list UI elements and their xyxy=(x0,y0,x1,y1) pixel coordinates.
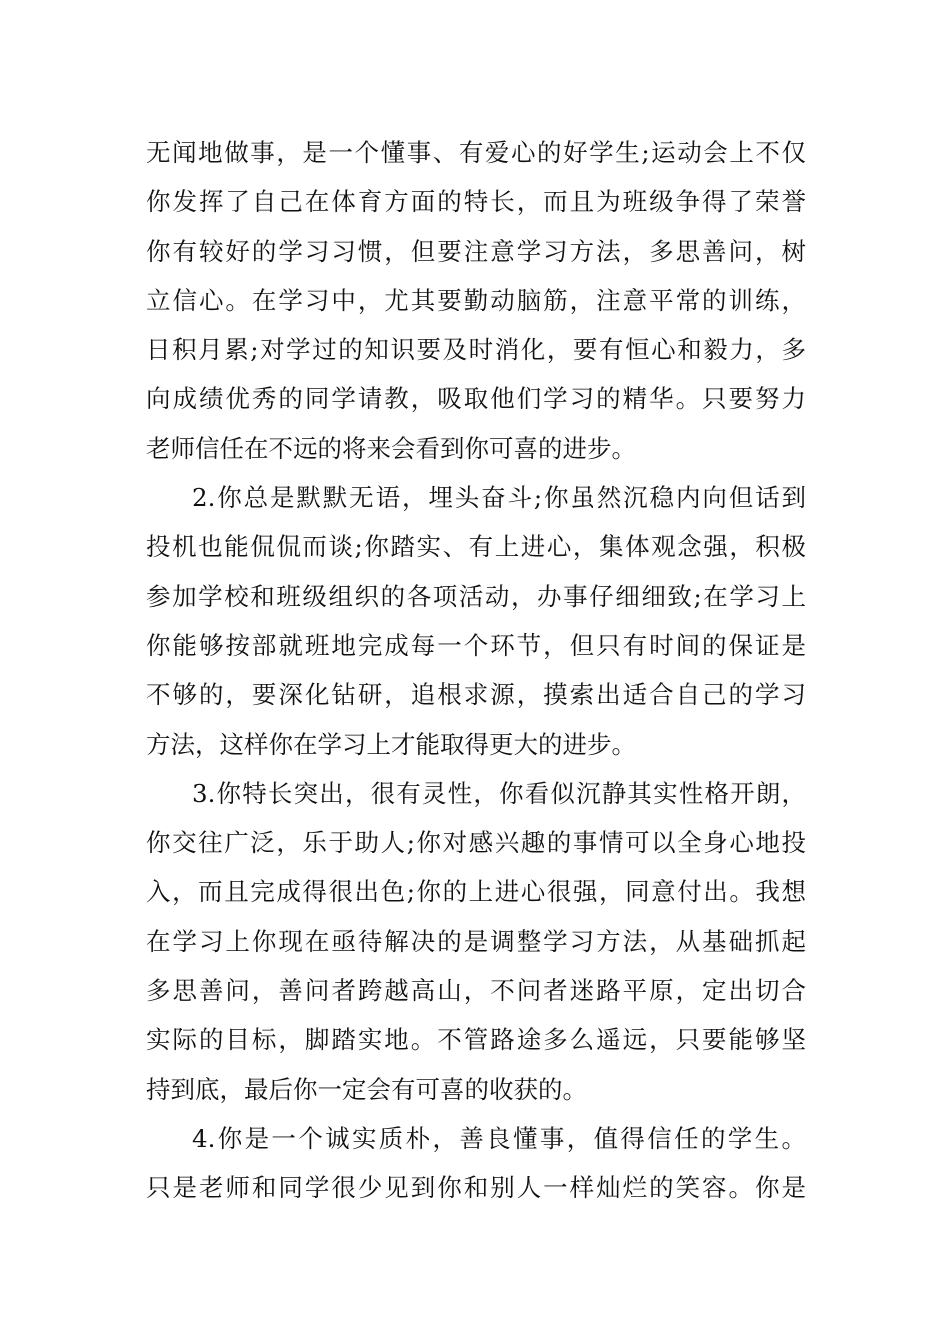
text-line: 投机也能侃侃而谈;你踏实、有上进心，集体观念强，积极 xyxy=(146,532,806,562)
text-line: 入，而且完成得很出色;你的上进心很强，同意付出。我想 xyxy=(146,877,806,907)
text-line: 实际的目标，脚踏实地。不管路途多么遥远，只要能够坚 xyxy=(146,1025,806,1055)
text-line: 不够的，要深化钻研，追根求源，摸索出适合自己的学习 xyxy=(146,680,806,710)
document-body xyxy=(146,128,806,1213)
text-line: 在学习上你现在亟待解决的是调整学习方法，从基础抓起 xyxy=(146,926,806,956)
text-line: 你交往广泛，乐于助人;你对感兴趣的事情可以全身心地投 xyxy=(146,828,806,858)
text-line: 只是老师和同学很少见到你和别人一样灿烂的笑容。你是 xyxy=(146,1173,806,1203)
text-line: 日积月累;对学过的知识要及时消化，要有恒心和毅力，多 xyxy=(146,335,806,365)
text-line: 方法，这样你在学习上才能取得更大的进步。 xyxy=(146,729,636,759)
text-line: 2.你总是默默无语，埋头奋斗;你虽然沉稳内向但话到 xyxy=(192,483,806,513)
text-line: 3.你特长突出，很有灵性，你看似沉静其实性格开朗， xyxy=(192,778,806,808)
text-line: 你发挥了自己在体育方面的特长，而且为班级争得了荣誉 xyxy=(146,187,806,217)
text-line: 向成绩优秀的同学请教，吸取他们学习的精华。只要努力 xyxy=(146,384,806,414)
text-line: 多思善问，善问者跨越高山，不问者迷路平原，定出切合 xyxy=(146,976,806,1006)
text-line: 4.你是一个诚实质朴，善良懂事，值得信任的学生。 xyxy=(192,1123,806,1153)
text-line: 参加学校和班级组织的各项活动，办事仔细细致;在学习上 xyxy=(146,581,806,611)
text-line: 你有较好的学习习惯，但要注意学习方法，多思善问，树 xyxy=(146,236,806,266)
text-line: 立信心。在学习中，尤其要勤动脑筋，注意平常的训练， xyxy=(146,285,806,315)
text-line: 你能够按部就班地完成每一个环节，但只有时间的保证是 xyxy=(146,630,806,660)
text-line: 持到底，最后你一定会有可喜的收获的。 xyxy=(146,1074,587,1104)
text-line: 无闻地做事，是一个懂事、有爱心的好学生;运动会上不仅 xyxy=(146,138,806,167)
text-line: 老师信任在不远的将来会看到你可喜的进步。 xyxy=(146,433,636,463)
